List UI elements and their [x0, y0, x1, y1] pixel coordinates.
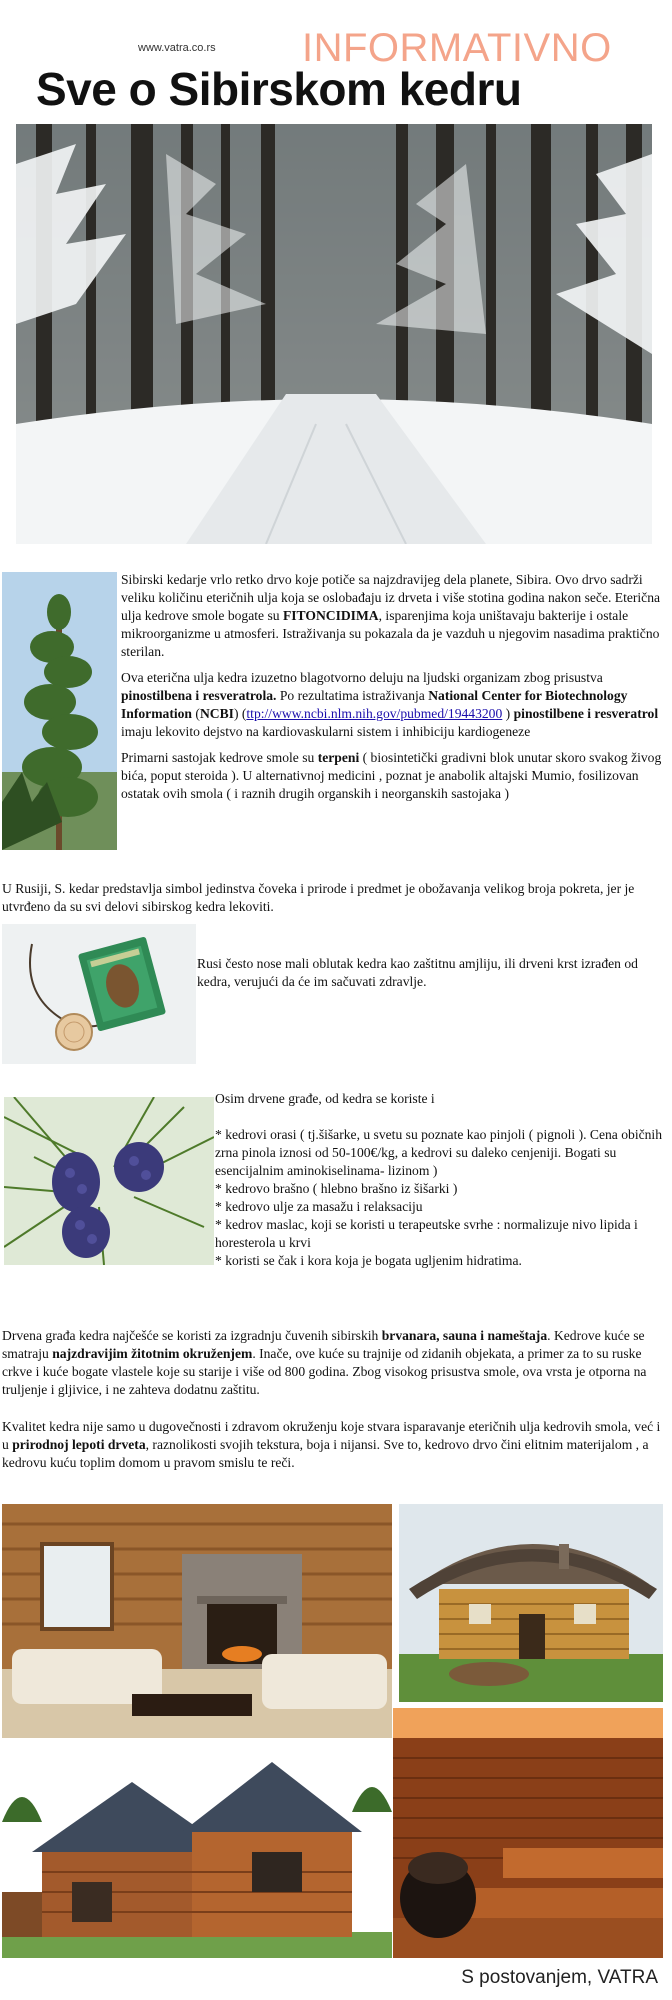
cedar-tree-image: [2, 572, 117, 850]
construction-text-e: . Inače, ove kuće su trajnije od zidanih objekata, a primer za to su ruske crkve i kuće bogate vlastele koje su starije i više od 800 godina. Zbog visokog prisustva smole, ova vrsta je otporna na truljenje i gljivice, i ne zahteva dodatnu zaštitu.: [2, 1346, 647, 1397]
oils-text-j: imaju lekovito dejstvo na kardiovaskularni sistem i inhibiciju kardiogeneze: [121, 724, 531, 739]
terpeni-text-c: ( biosintetički gradivni blok unutar skoro svakog živog bića, poput steroida ). U alternativnoj medicini , poznat je anabolik altajski Mumio, fosilizovan ostatak ovih smola ( i raznih drugih organskih i neorganskih sastojaka ): [121, 750, 662, 801]
terpeni-paragraph: [121, 749, 665, 803]
cones-image: [4, 1097, 214, 1265]
construction-bold-d: najzdravijim žitotnim okruženjem: [52, 1346, 253, 1361]
signature: S postovanjem, VATRA: [461, 1967, 658, 1988]
ncbi-name-bold: National Center for Biotechnology Information: [121, 688, 628, 721]
terpeni-bold: terpeni: [317, 750, 360, 765]
ncbi-abbrev-bold: NCBI: [199, 706, 234, 721]
uses-item: * koristi se čak i kora koja je bogata ugljenim hidratima.: [215, 1253, 522, 1268]
quality-paragraph: [2, 1418, 666, 1472]
fitoncidi-bold: FITONCIDIMA: [282, 608, 379, 623]
amulet-image: [2, 924, 196, 1064]
uses-item: * kedrovo ulje za masažu i relaksaciju: [215, 1199, 423, 1214]
terpeni-text-a: Primarni sastojak kedrove smole su: [121, 750, 318, 765]
oils-text-g: ) (: [233, 706, 247, 721]
uses-item: * kedrov maslac, koji se koristi u terapeutske svrhe : normalizuje nivo lipida i horesterola u krvi: [215, 1217, 638, 1250]
quality-bold: prirodnoj lepoti drveta: [12, 1437, 146, 1452]
oils-text-a: Ova eterična ulja kedra izuzetno blagotvorno deluju na ljudski organizam zbog prisustva: [121, 670, 603, 685]
quality-text-c: , raznolikosti svojih tekstura, boja i nijansi. Sve to, kedrovo drvo čini elitnim materijalom , a kedrovu kuću toplim domom u pravom smislu te reči.: [2, 1437, 649, 1470]
oils-paragraph: [121, 669, 665, 741]
uses-item: * kedrovo brašno ( hlebno brašno iz šišarki ): [215, 1181, 458, 1196]
forest-image: [16, 124, 652, 544]
russia-paragraph: U Rusiji, S. kedar predstavlja simbol jedinstva čoveka i prirode i predmet je obožavanja velikog broja pokreta, jer je utvrđeno da su svi delovi sibirskog kedra lekoviti.: [2, 881, 635, 914]
ncbi-link[interactable]: ttp://www.ncbi.nlm.nih.gov/pubmed/19443200: [246, 706, 503, 721]
intro-text-c: , isparenjima koja uništavaju bakterije i ostale mikroorganizme u atmosferi. Istraživanja su pokazala da je vazduh u njegovim nasadima praktično sterilan.: [121, 608, 660, 659]
quality-text-a: Kvalitet kedra nije samo u dugovečnosti i zdravom okruženju koje stvara isparavanje eteričnih ulja kedrovih smola, već i u: [2, 1419, 661, 1452]
construction-text-c: . Kedrove kuće se smatraju: [2, 1328, 645, 1361]
oils-text-h: ): [502, 706, 514, 721]
oils-text-c: Po rezultatima istraživanja: [276, 688, 429, 703]
intro-text-a: Sibirski kedarje vrlo retko drvo koje potiče sa najzdravijeg dela planete, Sibira. Ovo drvo sadrži veliku količinu eteričnih ulja koja se oslobađaju iz drveta i više stotina godina nakon seče. Eterična ulja kedrove smole bogate su: [121, 572, 661, 623]
site-url: www.vatra.co.rs: [138, 42, 216, 54]
page-title: Sve o Sibirskom kedru: [36, 63, 522, 115]
cabin-image: [399, 1504, 663, 1702]
informativno-badge: INFORMATIVNO: [302, 26, 612, 70]
construction-bold-b: brvanara, sauna i nameštaja: [381, 1328, 548, 1343]
oils-bold-b: pinostilbena i resveratrola.: [121, 688, 277, 703]
oils-bold-i: pinostilbene i resveratrol: [513, 706, 659, 721]
construction-paragraph: [2, 1327, 666, 1399]
intro-paragraph: [121, 571, 665, 661]
amulet-paragraph: Rusi često nose mali oblutak kedra kao zaštitnu amjliju, ili drveni krst izrađen od kedra, verujući da će im sačuvati zdravlje.: [197, 956, 638, 989]
construction-text-a: Drvena građa kedra najčešće se koristi za izgradnju čuvenih sibirskih: [2, 1328, 382, 1343]
house-image: [2, 1742, 392, 1958]
uses-item: * kedrovi orasi ( tj.šišarke, u svetu su poznate kao pinjoli ( pignoli ). Cena običnih zrna pinola iznosi od 50-100€/kg, a kedrovi su daleko cenjeniji. Bogati su esencijalnim aminokiselinama- lizinom ): [215, 1127, 662, 1178]
sauna-image: [393, 1708, 663, 1958]
interior-image: [2, 1504, 392, 1738]
oils-text-e: (: [192, 706, 200, 721]
uses-intro: Osim drvene građe, od kedra se koriste i: [215, 1091, 435, 1106]
